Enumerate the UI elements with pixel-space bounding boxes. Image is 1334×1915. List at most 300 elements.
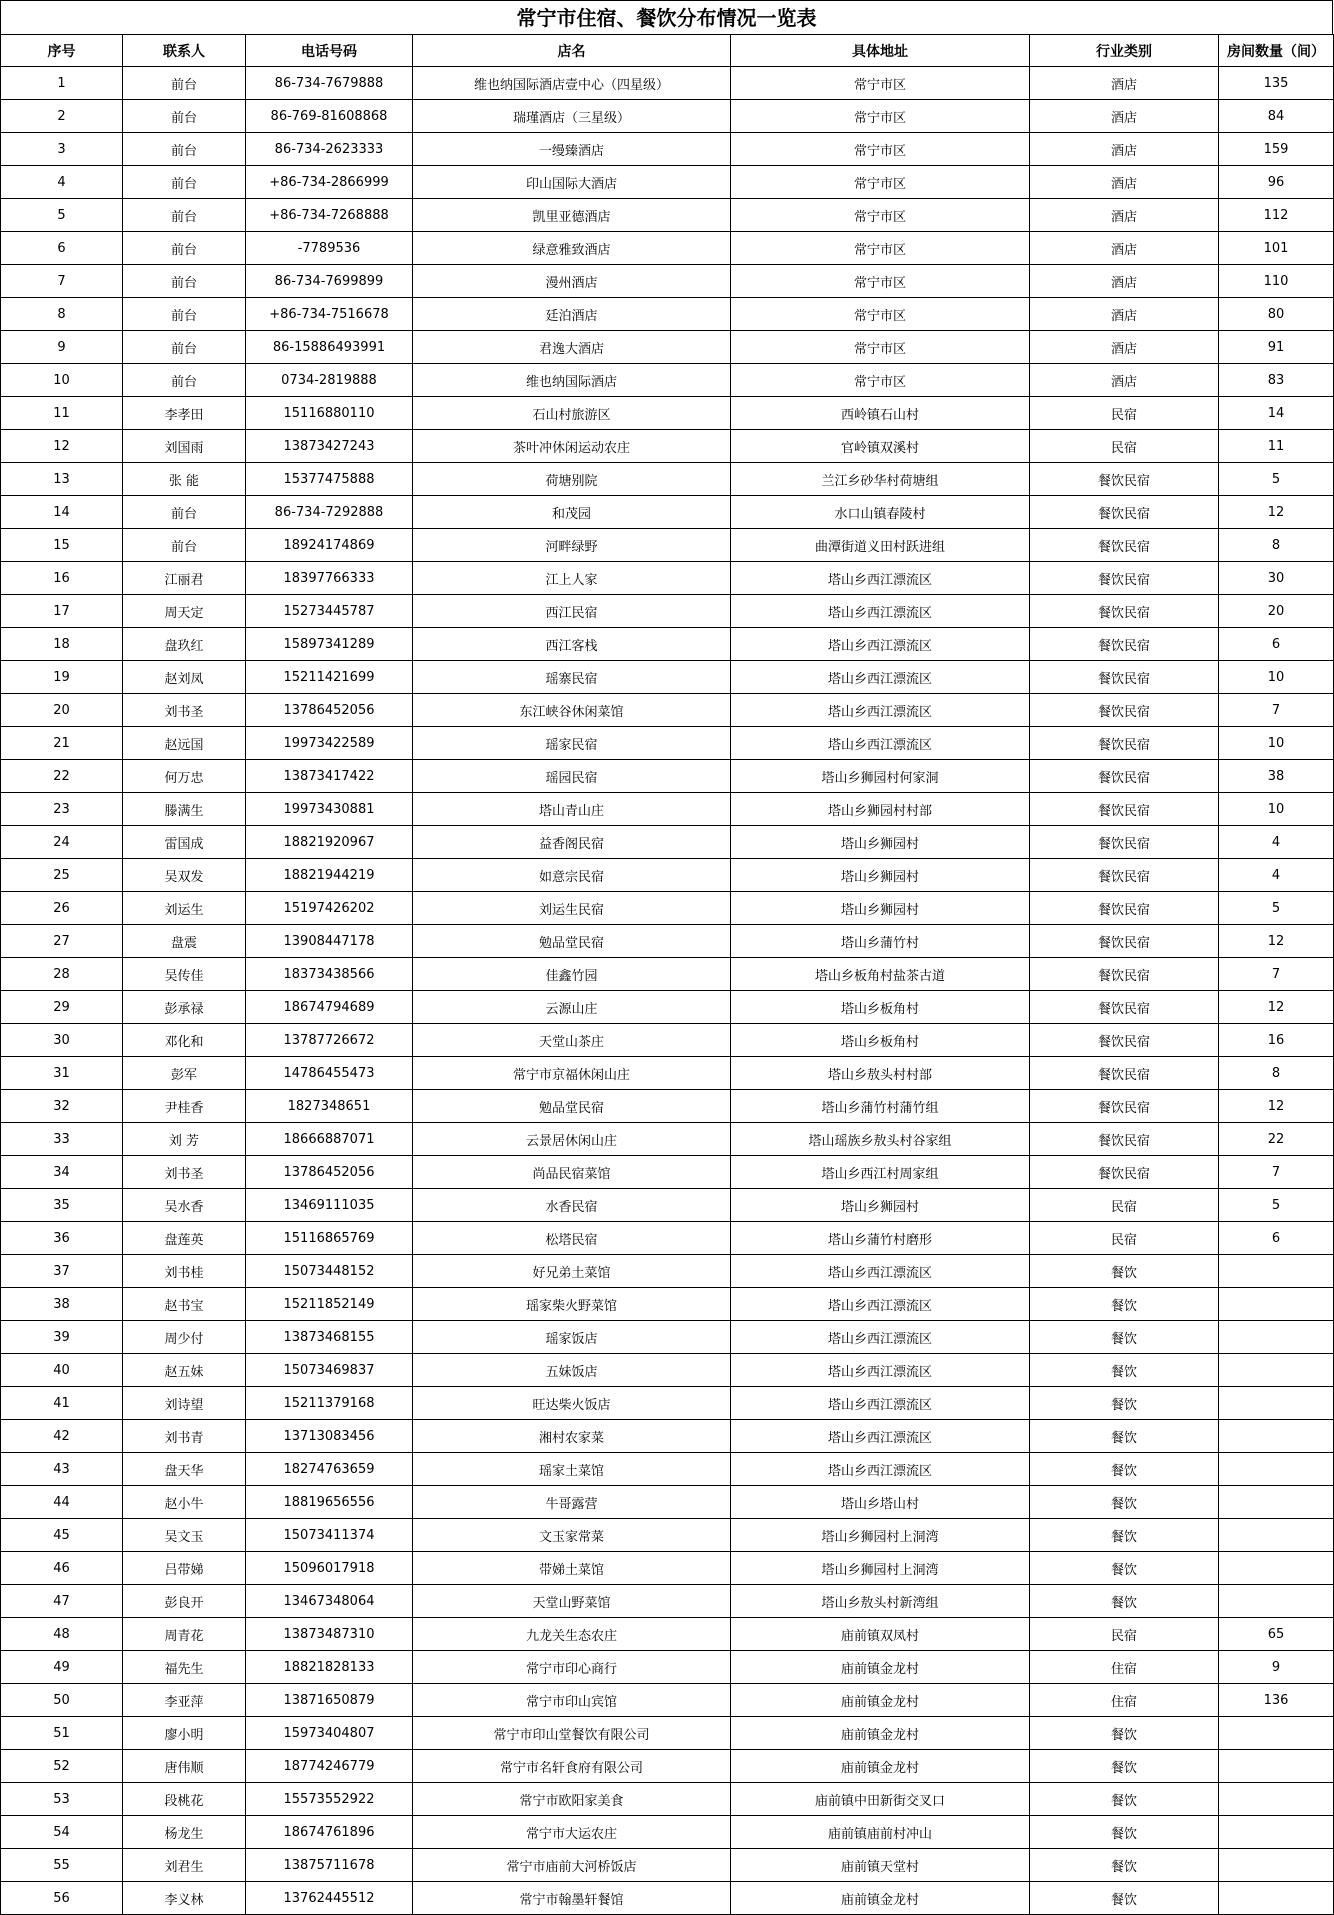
cell-room-count xyxy=(1219,1321,1334,1354)
table-row xyxy=(1,298,1334,331)
cell-store-name: 勉品堂民宿 xyxy=(413,1090,731,1123)
cell-address: 塔山乡西江漂流区 xyxy=(731,1354,1030,1387)
cell-category: 餐饮民宿 xyxy=(1030,1024,1219,1057)
cell-index: 40 xyxy=(1,1354,123,1387)
cell-address: 庙前镇金龙村 xyxy=(731,1684,1030,1717)
cell-room-count: 9 xyxy=(1219,1651,1334,1684)
cell-store-name: 漫州酒店 xyxy=(413,265,731,298)
cell-store-name: 凯里亚德酒店 xyxy=(413,199,731,232)
cell-room-count: 11 xyxy=(1219,430,1334,463)
cell-address: 塔山乡板角村盐茶古道 xyxy=(731,958,1030,991)
cell-category: 餐饮 xyxy=(1030,1519,1219,1552)
cell-address: 塔山乡狮园村何家洞 xyxy=(731,760,1030,793)
table-row xyxy=(1,199,1334,232)
cell-category: 餐饮 xyxy=(1030,1453,1219,1486)
cell-store-name: 常宁市庙前大河桥饭店 xyxy=(413,1849,731,1882)
cell-category: 酒店 xyxy=(1030,232,1219,265)
cell-phone: 86-734-7679888 xyxy=(246,67,413,100)
cell-address: 塔山乡西江漂流区 xyxy=(731,1387,1030,1420)
table-row xyxy=(1,67,1334,100)
cell-phone: 13713083456 xyxy=(246,1420,413,1453)
cell-store-name: 好兄弟土菜馆 xyxy=(413,1255,731,1288)
cell-category: 餐饮 xyxy=(1030,1552,1219,1585)
table-row xyxy=(1,1882,1334,1915)
cell-phone: 18821828133 xyxy=(246,1651,413,1684)
table-row xyxy=(1,1750,1334,1783)
cell-category: 酒店 xyxy=(1030,133,1219,166)
table-row xyxy=(1,1354,1334,1387)
table-row xyxy=(1,628,1334,661)
cell-store-name: 益香阁民宿 xyxy=(413,826,731,859)
cell-category: 餐饮 xyxy=(1030,1288,1219,1321)
cell-index: 12 xyxy=(1,430,123,463)
header-store-name: 店名 xyxy=(413,35,731,67)
cell-room-count: 16 xyxy=(1219,1024,1334,1057)
table-row xyxy=(1,1255,1334,1288)
cell-store-name: 西江民宿 xyxy=(413,595,731,628)
cell-address: 塔山乡西江漂流区 xyxy=(731,694,1030,727)
cell-room-count: 91 xyxy=(1219,331,1334,364)
table-title: 常宁市住宿、餐饮分布情况一览表 xyxy=(0,0,1333,34)
cell-index: 3 xyxy=(1,133,123,166)
table-row xyxy=(1,859,1334,892)
cell-phone: 86-769-81608868 xyxy=(246,100,413,133)
table-row xyxy=(1,1288,1334,1321)
table-row xyxy=(1,727,1334,760)
cell-contact: 刘书圣 xyxy=(123,1156,246,1189)
table-row xyxy=(1,1849,1334,1882)
cell-phone: 15073411374 xyxy=(246,1519,413,1552)
cell-room-count: 6 xyxy=(1219,1222,1334,1255)
table-row xyxy=(1,1486,1334,1519)
cell-address: 曲潭街道义田村跃进组 xyxy=(731,529,1030,562)
cell-index: 19 xyxy=(1,661,123,694)
cell-category: 餐饮 xyxy=(1030,1420,1219,1453)
cell-address: 塔山乡狮园村 xyxy=(731,1189,1030,1222)
cell-store-name: 九龙关生态农庄 xyxy=(413,1618,731,1651)
cell-category: 餐饮 xyxy=(1030,1255,1219,1288)
cell-category: 民宿 xyxy=(1030,430,1219,463)
cell-address: 庙前镇金龙村 xyxy=(731,1882,1030,1915)
cell-store-name: 水香民宿 xyxy=(413,1189,731,1222)
cell-index: 18 xyxy=(1,628,123,661)
cell-address: 塔山乡敖头村村部 xyxy=(731,1057,1030,1090)
cell-contact: 张 能 xyxy=(123,463,246,496)
cell-store-name: 松塔民宿 xyxy=(413,1222,731,1255)
cell-contact: 唐伟顺 xyxy=(123,1750,246,1783)
cell-store-name: 一缦臻酒店 xyxy=(413,133,731,166)
cell-category: 餐饮民宿 xyxy=(1030,892,1219,925)
cell-contact: 彭承禄 xyxy=(123,991,246,1024)
cell-room-count xyxy=(1219,1387,1334,1420)
cell-category: 住宿 xyxy=(1030,1684,1219,1717)
cell-store-name: 茶叶冲休闲运动农庄 xyxy=(413,430,731,463)
cell-index: 54 xyxy=(1,1816,123,1849)
cell-contact: 前台 xyxy=(123,265,246,298)
cell-store-name: 旺达柴火饭店 xyxy=(413,1387,731,1420)
cell-room-count xyxy=(1219,1420,1334,1453)
table-row xyxy=(1,1222,1334,1255)
cell-phone: 18821920967 xyxy=(246,826,413,859)
cell-store-name: 常宁市大运农庄 xyxy=(413,1816,731,1849)
cell-category: 餐饮民宿 xyxy=(1030,595,1219,628)
cell-store-name: 常宁市印山宾馆 xyxy=(413,1684,731,1717)
cell-store-name: 湘村农家菜 xyxy=(413,1420,731,1453)
cell-category: 餐饮 xyxy=(1030,1321,1219,1354)
cell-phone: 13786452056 xyxy=(246,694,413,727)
cell-contact: 赵刘凤 xyxy=(123,661,246,694)
cell-category: 酒店 xyxy=(1030,298,1219,331)
table-row xyxy=(1,265,1334,298)
cell-store-name: 瑶家土菜馆 xyxy=(413,1453,731,1486)
cell-room-count xyxy=(1219,1552,1334,1585)
cell-phone: 13469111035 xyxy=(246,1189,413,1222)
cell-contact: 何万忠 xyxy=(123,760,246,793)
cell-address: 塔山乡狮园村 xyxy=(731,826,1030,859)
cell-index: 42 xyxy=(1,1420,123,1453)
cell-contact: 赵远国 xyxy=(123,727,246,760)
cell-index: 29 xyxy=(1,991,123,1024)
cell-phone: 13786452056 xyxy=(246,1156,413,1189)
cell-phone: 18666887071 xyxy=(246,1123,413,1156)
cell-address: 塔山乡西江漂流区 xyxy=(731,1288,1030,1321)
cell-contact: 李义林 xyxy=(123,1882,246,1915)
cell-address: 常宁市区 xyxy=(731,67,1030,100)
cell-store-name: 牛哥露营 xyxy=(413,1486,731,1519)
cell-index: 25 xyxy=(1,859,123,892)
cell-room-count: 12 xyxy=(1219,925,1334,958)
cell-address: 塔山乡敖头村新湾组 xyxy=(731,1585,1030,1618)
cell-category: 餐饮 xyxy=(1030,1486,1219,1519)
cell-category: 餐饮 xyxy=(1030,1387,1219,1420)
cell-contact: 刘国雨 xyxy=(123,430,246,463)
cell-address: 常宁市区 xyxy=(731,166,1030,199)
table-row xyxy=(1,364,1334,397)
cell-category: 餐饮民宿 xyxy=(1030,727,1219,760)
cell-category: 餐饮民宿 xyxy=(1030,661,1219,694)
cell-contact: 赵小牛 xyxy=(123,1486,246,1519)
cell-contact: 周少付 xyxy=(123,1321,246,1354)
cell-index: 46 xyxy=(1,1552,123,1585)
cell-phone: -7789536 xyxy=(246,232,413,265)
table-row xyxy=(1,1024,1334,1057)
cell-phone: 13762445512 xyxy=(246,1882,413,1915)
cell-contact: 福先生 xyxy=(123,1651,246,1684)
cell-contact: 前台 xyxy=(123,331,246,364)
cell-category: 餐饮 xyxy=(1030,1717,1219,1750)
cell-contact: 彭良开 xyxy=(123,1585,246,1618)
table-row xyxy=(1,892,1334,925)
cell-store-name: 东江峡谷休闲菜馆 xyxy=(413,694,731,727)
cell-room-count: 7 xyxy=(1219,1156,1334,1189)
cell-address: 庙前镇庙前村冲山 xyxy=(731,1816,1030,1849)
cell-contact: 前台 xyxy=(123,529,246,562)
cell-contact: 雷国成 xyxy=(123,826,246,859)
cell-index: 34 xyxy=(1,1156,123,1189)
cell-contact: 杨龙生 xyxy=(123,1816,246,1849)
cell-store-name: 荷塘别院 xyxy=(413,463,731,496)
cell-index: 30 xyxy=(1,1024,123,1057)
cell-store-name: 五妹饭店 xyxy=(413,1354,731,1387)
table-row xyxy=(1,1057,1334,1090)
cell-phone: 13873487310 xyxy=(246,1618,413,1651)
cell-index: 38 xyxy=(1,1288,123,1321)
cell-room-count xyxy=(1219,1816,1334,1849)
table-row xyxy=(1,1552,1334,1585)
cell-phone: 15116880110 xyxy=(246,397,413,430)
cell-room-count: 12 xyxy=(1219,496,1334,529)
cell-store-name: 云源山庄 xyxy=(413,991,731,1024)
cell-category: 餐饮民宿 xyxy=(1030,694,1219,727)
cell-contact: 前台 xyxy=(123,166,246,199)
cell-index: 10 xyxy=(1,364,123,397)
cell-store-name: 瑶家饭店 xyxy=(413,1321,731,1354)
cell-phone: 15073448152 xyxy=(246,1255,413,1288)
cell-store-name: 勉品堂民宿 xyxy=(413,925,731,958)
cell-contact: 刘 芳 xyxy=(123,1123,246,1156)
cell-category: 酒店 xyxy=(1030,331,1219,364)
cell-room-count: 10 xyxy=(1219,661,1334,694)
cell-store-name: 带娣土菜馆 xyxy=(413,1552,731,1585)
table-row xyxy=(1,1156,1334,1189)
cell-contact: 前台 xyxy=(123,496,246,529)
cell-store-name: 江上人家 xyxy=(413,562,731,595)
cell-category: 餐饮民宿 xyxy=(1030,826,1219,859)
cell-room-count: 5 xyxy=(1219,1189,1334,1222)
cell-address: 庙前镇金龙村 xyxy=(731,1717,1030,1750)
cell-index: 53 xyxy=(1,1783,123,1816)
cell-address: 常宁市区 xyxy=(731,100,1030,133)
cell-contact: 前台 xyxy=(123,67,246,100)
cell-address: 常宁市区 xyxy=(731,133,1030,166)
cell-contact: 刘诗望 xyxy=(123,1387,246,1420)
cell-phone: 15573552922 xyxy=(246,1783,413,1816)
cell-store-name: 瑶园民宿 xyxy=(413,760,731,793)
table-row xyxy=(1,991,1334,1024)
header-room-count: 房间数量（间） xyxy=(1219,35,1334,67)
cell-index: 7 xyxy=(1,265,123,298)
cell-address: 塔山乡蒲竹村 xyxy=(731,925,1030,958)
cell-index: 56 xyxy=(1,1882,123,1915)
cell-index: 23 xyxy=(1,793,123,826)
cell-contact: 刘书青 xyxy=(123,1420,246,1453)
cell-category: 餐饮民宿 xyxy=(1030,859,1219,892)
header-index: 序号 xyxy=(1,35,123,67)
cell-index: 9 xyxy=(1,331,123,364)
cell-contact: 廖小明 xyxy=(123,1717,246,1750)
table-row xyxy=(1,826,1334,859)
cell-phone: 13871650879 xyxy=(246,1684,413,1717)
cell-phone: 15211379168 xyxy=(246,1387,413,1420)
cell-contact: 周青花 xyxy=(123,1618,246,1651)
table-row xyxy=(1,925,1334,958)
cell-room-count xyxy=(1219,1849,1334,1882)
cell-index: 41 xyxy=(1,1387,123,1420)
table-row xyxy=(1,1387,1334,1420)
cell-room-count xyxy=(1219,1585,1334,1618)
cell-address: 常宁市区 xyxy=(731,364,1030,397)
table-row xyxy=(1,1321,1334,1354)
cell-room-count xyxy=(1219,1453,1334,1486)
cell-phone: 15197426202 xyxy=(246,892,413,925)
cell-category: 酒店 xyxy=(1030,166,1219,199)
cell-contact: 盘玖红 xyxy=(123,628,246,661)
cell-room-count: 65 xyxy=(1219,1618,1334,1651)
table-row xyxy=(1,1816,1334,1849)
cell-index: 16 xyxy=(1,562,123,595)
cell-room-count: 7 xyxy=(1219,694,1334,727)
cell-room-count: 110 xyxy=(1219,265,1334,298)
table-row xyxy=(1,958,1334,991)
cell-phone: 18819656556 xyxy=(246,1486,413,1519)
cell-contact: 盘震 xyxy=(123,925,246,958)
cell-room-count xyxy=(1219,1519,1334,1552)
cell-phone: 13873417422 xyxy=(246,760,413,793)
cell-index: 35 xyxy=(1,1189,123,1222)
cell-category: 餐饮民宿 xyxy=(1030,562,1219,595)
cell-address: 庙前镇双凤村 xyxy=(731,1618,1030,1651)
cell-contact: 刘书桂 xyxy=(123,1255,246,1288)
cell-address: 塔山乡塔山村 xyxy=(731,1486,1030,1519)
cell-index: 22 xyxy=(1,760,123,793)
cell-phone: 86-734-7699899 xyxy=(246,265,413,298)
cell-index: 8 xyxy=(1,298,123,331)
cell-category: 酒店 xyxy=(1030,364,1219,397)
cell-store-name: 石山村旅游区 xyxy=(413,397,731,430)
cell-index: 2 xyxy=(1,100,123,133)
cell-store-name: 瑶家柴火野菜馆 xyxy=(413,1288,731,1321)
cell-store-name: 常宁市名轩食府有限公司 xyxy=(413,1750,731,1783)
cell-store-name: 绿意雅致酒店 xyxy=(413,232,731,265)
cell-contact: 前台 xyxy=(123,364,246,397)
table-row xyxy=(1,1123,1334,1156)
cell-category: 民宿 xyxy=(1030,1618,1219,1651)
cell-phone: 15211852149 xyxy=(246,1288,413,1321)
cell-index: 6 xyxy=(1,232,123,265)
cell-address: 庙前镇金龙村 xyxy=(731,1750,1030,1783)
cell-phone: 15116865769 xyxy=(246,1222,413,1255)
cell-room-count: 136 xyxy=(1219,1684,1334,1717)
cell-index: 24 xyxy=(1,826,123,859)
table-row xyxy=(1,793,1334,826)
cell-store-name: 常宁市印心商行 xyxy=(413,1651,731,1684)
cell-category: 餐饮民宿 xyxy=(1030,925,1219,958)
table-row xyxy=(1,1420,1334,1453)
table-row xyxy=(1,562,1334,595)
cell-contact: 前台 xyxy=(123,232,246,265)
cell-store-name: 西江客栈 xyxy=(413,628,731,661)
cell-contact: 李亚萍 xyxy=(123,1684,246,1717)
cell-address: 官岭镇双溪村 xyxy=(731,430,1030,463)
cell-address: 常宁市区 xyxy=(731,331,1030,364)
cell-room-count: 5 xyxy=(1219,463,1334,496)
cell-address: 塔山瑶族乡敖头村谷家组 xyxy=(731,1123,1030,1156)
cell-category: 民宿 xyxy=(1030,397,1219,430)
table-row xyxy=(1,661,1334,694)
cell-category: 餐饮民宿 xyxy=(1030,793,1219,826)
cell-category: 住宿 xyxy=(1030,1651,1219,1684)
cell-store-name: 维也纳国际酒店 xyxy=(413,364,731,397)
cell-address: 兰江乡砂华村荷塘组 xyxy=(731,463,1030,496)
cell-store-name: 如意宗民宿 xyxy=(413,859,731,892)
cell-contact: 刘书圣 xyxy=(123,694,246,727)
cell-store-name: 和茂园 xyxy=(413,496,731,529)
cell-index: 52 xyxy=(1,1750,123,1783)
header-phone: 电话号码 xyxy=(246,35,413,67)
cell-phone: 13467348064 xyxy=(246,1585,413,1618)
cell-room-count: 159 xyxy=(1219,133,1334,166)
cell-index: 50 xyxy=(1,1684,123,1717)
cell-phone: 15273445787 xyxy=(246,595,413,628)
cell-store-name: 天堂山野菜馆 xyxy=(413,1585,731,1618)
lodging-table xyxy=(0,34,1334,1915)
cell-address: 常宁市区 xyxy=(731,199,1030,232)
cell-address: 塔山乡狮园村 xyxy=(731,859,1030,892)
cell-contact: 刘君生 xyxy=(123,1849,246,1882)
cell-category: 餐饮民宿 xyxy=(1030,1090,1219,1123)
cell-index: 44 xyxy=(1,1486,123,1519)
cell-address: 塔山乡蒲竹村磨形 xyxy=(731,1222,1030,1255)
table-row xyxy=(1,694,1334,727)
cell-index: 11 xyxy=(1,397,123,430)
cell-contact: 吴传佳 xyxy=(123,958,246,991)
table-row xyxy=(1,331,1334,364)
cell-phone: +86-734-7268888 xyxy=(246,199,413,232)
table-row xyxy=(1,529,1334,562)
cell-room-count xyxy=(1219,1288,1334,1321)
cell-index: 17 xyxy=(1,595,123,628)
cell-contact: 前台 xyxy=(123,133,246,166)
cell-room-count: 80 xyxy=(1219,298,1334,331)
cell-contact: 周天定 xyxy=(123,595,246,628)
cell-category: 餐饮 xyxy=(1030,1750,1219,1783)
cell-index: 55 xyxy=(1,1849,123,1882)
cell-room-count: 14 xyxy=(1219,397,1334,430)
cell-category: 餐饮民宿 xyxy=(1030,1057,1219,1090)
cell-room-count xyxy=(1219,1255,1334,1288)
cell-category: 餐饮民宿 xyxy=(1030,496,1219,529)
cell-room-count xyxy=(1219,1750,1334,1783)
cell-phone: 86-734-2623333 xyxy=(246,133,413,166)
table-row xyxy=(1,1090,1334,1123)
cell-address: 西岭镇石山村 xyxy=(731,397,1030,430)
cell-room-count: 101 xyxy=(1219,232,1334,265)
cell-contact: 赵书宝 xyxy=(123,1288,246,1321)
cell-index: 47 xyxy=(1,1585,123,1618)
cell-address: 庙前镇金龙村 xyxy=(731,1651,1030,1684)
cell-room-count: 96 xyxy=(1219,166,1334,199)
cell-index: 39 xyxy=(1,1321,123,1354)
cell-index: 31 xyxy=(1,1057,123,1090)
cell-category: 民宿 xyxy=(1030,1222,1219,1255)
table-row xyxy=(1,100,1334,133)
cell-phone: 15211421699 xyxy=(246,661,413,694)
cell-store-name: 常宁市印山堂餐饮有限公司 xyxy=(413,1717,731,1750)
cell-category: 餐饮 xyxy=(1030,1585,1219,1618)
cell-contact: 尹桂香 xyxy=(123,1090,246,1123)
cell-category: 民宿 xyxy=(1030,1189,1219,1222)
cell-index: 14 xyxy=(1,496,123,529)
cell-phone: 15897341289 xyxy=(246,628,413,661)
cell-phone: 13875711678 xyxy=(246,1849,413,1882)
table-row xyxy=(1,595,1334,628)
cell-room-count: 135 xyxy=(1219,67,1334,100)
cell-category: 餐饮民宿 xyxy=(1030,1123,1219,1156)
cell-room-count: 22 xyxy=(1219,1123,1334,1156)
cell-phone: 1827348651 xyxy=(246,1090,413,1123)
cell-phone: 19973430881 xyxy=(246,793,413,826)
cell-category: 酒店 xyxy=(1030,199,1219,232)
